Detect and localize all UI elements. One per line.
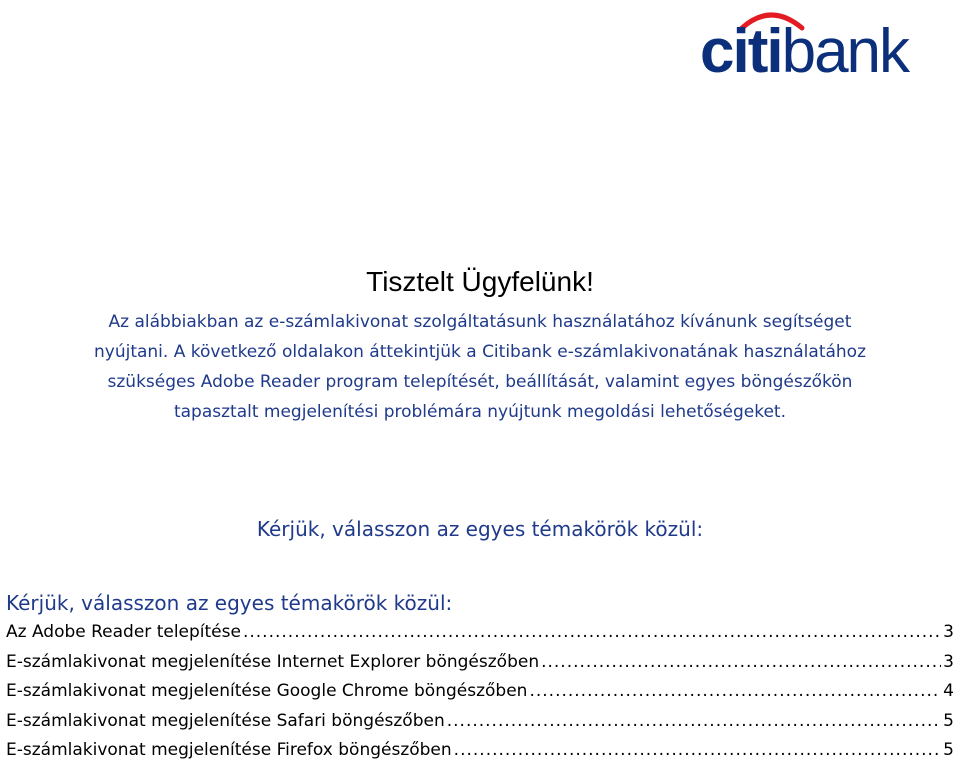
svg-text:citibank <box>700 17 911 82</box>
toc-leader-dots <box>447 711 941 731</box>
intro-line: tapasztalt megjelenítési problémára nyújtunk megoldási lehetőségeket. <box>173 402 787 422</box>
intro-line: Az alábbiakban az e-számlakivonat szolgáltatásunk használatához kívánunk segítséget <box>108 312 852 332</box>
logo-citi: citi <box>700 17 782 82</box>
toc-entry-safari[interactable] <box>6 711 954 741</box>
toc-entry-label: E-számlakivonat megjelenítése Safari böngészőben <box>6 710 445 731</box>
toc-entry-page: 5 <box>943 740 954 760</box>
toc-leader-dots <box>454 740 942 760</box>
citibank-logo <box>698 6 943 82</box>
toc-entry-page: 4 <box>943 681 954 701</box>
intro-paragraph <box>20 307 940 427</box>
toc-heading: Kérjük, válasszon az egyes témakörök közül: <box>6 591 453 615</box>
toc-entry-label: E-számlakivonat megjelenítése Internet Explorer böngészőben <box>6 651 540 672</box>
toc-entry-page: 5 <box>943 710 954 731</box>
intro-line: szükséges Adobe Reader program telepítését, beállítását, valamint egyes böngészőkön <box>107 372 853 392</box>
toc-entry-label: E-számlakivonat megjelenítése Firefox böngészőben <box>6 740 452 760</box>
toc-entry-internet-explorer[interactable] <box>6 652 954 682</box>
greeting-title: Tisztelt Ügyfelünk! <box>366 266 594 297</box>
citibank-logo-graphic <box>698 6 943 82</box>
toc-entry-page: 3 <box>943 651 954 672</box>
toc-entry-label: Az Adobe Reader telepítése <box>6 622 241 642</box>
intro-line: nyújtani. A következő oldalakon áttekintjük a Citibank e-számlakivonatának használatához <box>93 342 866 362</box>
toc-entry-firefox[interactable] <box>6 740 954 770</box>
toc-entry-google-chrome[interactable] <box>6 681 954 711</box>
toc-entry-label: E-számlakivonat megjelenítése Google Chrome böngészőben <box>6 681 528 701</box>
toc-leader-dots <box>529 681 941 701</box>
toc-leader-dots <box>541 652 941 672</box>
table-of-contents <box>6 622 954 770</box>
toc-entry-adobe-reader[interactable] <box>6 622 954 652</box>
logo-bank: bank <box>781 17 909 82</box>
toc-leader-dots <box>243 622 941 642</box>
choose-topic-heading: Kérjük, válasszon az egyes témakörök közül: <box>256 517 704 541</box>
toc-entry-page: 3 <box>943 622 954 642</box>
